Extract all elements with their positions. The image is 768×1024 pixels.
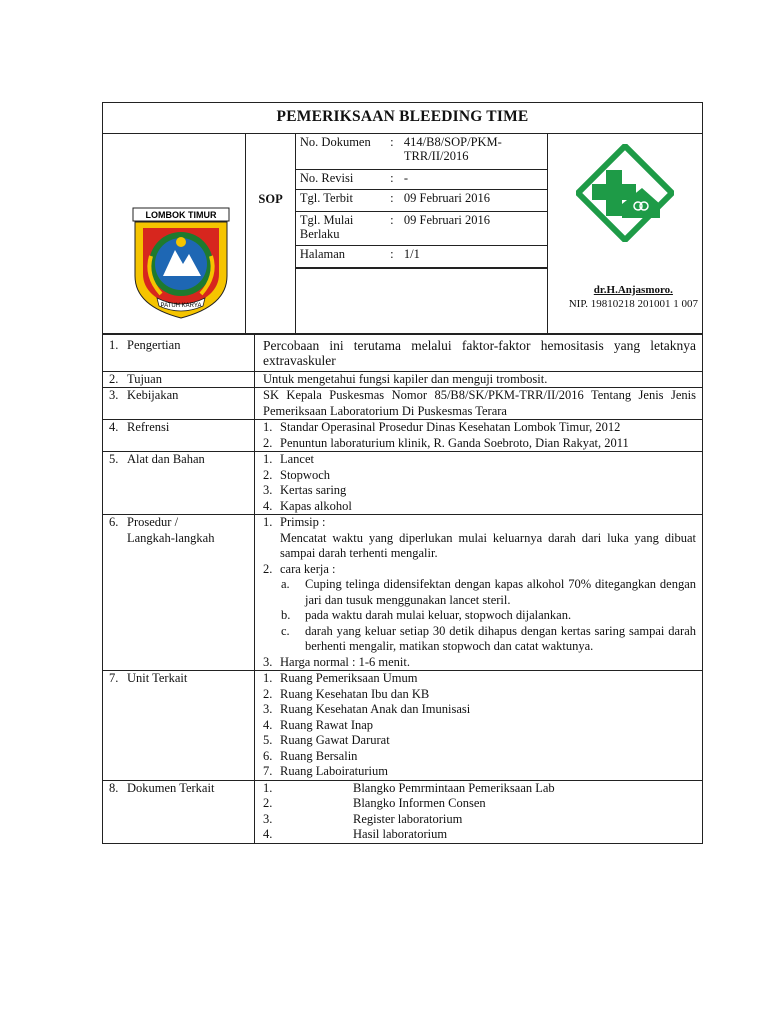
- section-label: Alat dan Bahan: [127, 452, 205, 466]
- section-text: Percobaan ini terutama melalui faktor-faktor hemositasis yang letaknya extravaskuler: [255, 334, 703, 371]
- section-label: Prosedur /: [127, 515, 179, 529]
- doc-info-key: No. Dokumen: [296, 134, 384, 169]
- principle-text: Mencatat waktu yang diperlukan mulai keluarnya darah dari luka yang dibuat sampai darah terhenti mengalir.: [280, 530, 696, 560]
- section-row: [103, 371, 703, 388]
- section-row: [103, 388, 703, 420]
- section-number: 2.: [109, 371, 119, 386]
- sop-cell: [246, 134, 296, 334]
- section-row: [103, 334, 703, 371]
- section-row: [103, 452, 703, 515]
- list-item: 4. Hasil laboratorium: [263, 827, 448, 841]
- emblem-banner-text: LOMBOK TIMUR: [145, 210, 217, 220]
- section-label: Dokumen Terkait: [127, 780, 215, 795]
- section-label-cont: Langkah-langkah: [127, 530, 215, 545]
- list-item: 2. Blangko Informen Consen: [263, 796, 486, 810]
- section-number: 6.: [109, 515, 119, 529]
- signatory-nip: NIP. 19810218 201001 1 007: [568, 297, 698, 310]
- sop-label: SOP: [258, 192, 283, 206]
- section-row: [103, 780, 703, 843]
- step-item: c. darah yang keluar setiap 30 detik dihapus dengan kertas saring sampai darah berhenti mengalir, matikan stopwoch dan catat waktunya.: [281, 623, 696, 653]
- section-label: Kebijakan: [127, 388, 179, 402]
- list-item: 4. Ruang Rawat Inap: [263, 717, 374, 732]
- right-cell: [547, 134, 702, 334]
- lombok-timur-emblem: [131, 206, 231, 322]
- section-number: 4.: [109, 420, 119, 434]
- doc-info-key: Halaman: [296, 245, 384, 267]
- content-table: [102, 334, 703, 844]
- list-item: 2. cara kerja :: [263, 561, 336, 576]
- section-number: 8.: [109, 780, 119, 795]
- list-item: 1. Lancet: [263, 452, 315, 466]
- list-item: 1. Blangko Pemrmintaan Pemeriksaan Lab: [263, 780, 555, 795]
- lombok-timur-logo-cell: [103, 134, 246, 334]
- doc-info-key: Tgl. Mulai Berlaku: [296, 211, 384, 245]
- puskesmas-logo: [576, 144, 674, 242]
- section-number: 3.: [109, 388, 119, 402]
- list-item: 3. Harga normal : 1-6 menit.: [263, 654, 410, 669]
- section-row: [103, 671, 703, 781]
- list-item: 1. Standar Operasinal Prosedur Dinas Kesehatan Lombok Timur, 2012: [263, 420, 621, 434]
- section-number: 7.: [109, 671, 119, 685]
- document-title: PEMERIKSAAN BLEEDING TIME: [103, 103, 703, 134]
- list-item: 3. Kertas saring: [263, 483, 347, 497]
- header-table: [102, 102, 703, 334]
- section-text: Untuk mengetahui fungsi kapiler dan menguji trombosit.: [255, 371, 703, 388]
- sop-document: [102, 102, 703, 844]
- emblem-motto-text: PATUH KARYA: [160, 303, 202, 309]
- doc-info-blank: [295, 268, 547, 333]
- list-item: 3. Register laboratorium: [263, 811, 463, 826]
- doc-info-value: 414/B8/SOP/PKM-TRR/II/2016: [400, 134, 547, 169]
- list-item: 2. Stopwoch: [263, 467, 330, 482]
- doc-info-key: Tgl. Terbit: [296, 189, 384, 211]
- doc-info-key: No. Revisi: [296, 169, 384, 189]
- list-item: 7. Ruang Laboiraturium: [263, 764, 388, 778]
- list-item: 4. Kapas alkohol: [263, 498, 352, 513]
- step-item: b. pada waktu darah mulai keluar, stopwoch dijalankan.: [281, 608, 572, 622]
- signatory-name: dr.H.Anjasmoro.: [593, 283, 673, 296]
- doc-info-table: No. Dokumen : 414/B8/SOP/PKM-TRR/II/2016 No. Revisi : - Tgl. Terbit : 09 Februari 2016 Tgl. Mulai Berlaku : 09 Februari 2016 Halaman : 1/1: [296, 134, 547, 268]
- section-row: [103, 420, 703, 452]
- section-text: SK Kepala Puskesmas Nomor 85/B8/SK/PKM-TRR/II/2016 Tentang Jenis Jenis Pemeriksaan Laboratorium Di Puskesmas Terara: [255, 388, 703, 420]
- section-number: 5.: [109, 452, 119, 466]
- section-label: Unit Terkait: [127, 671, 188, 685]
- section-label: Tujuan: [127, 371, 162, 386]
- list-item: 1. Primsip :: [263, 515, 326, 529]
- doc-info-value: 09 Februari 2016: [400, 189, 547, 211]
- section-label: Refrensi: [127, 420, 170, 434]
- section-number: 1.: [109, 337, 119, 352]
- doc-info-value: 09 Februari 2016: [400, 211, 547, 245]
- signature-block: [569, 283, 698, 311]
- list-item: 5. Ruang Gawat Darurat: [263, 733, 390, 747]
- list-item: 1. Ruang Pemeriksaan Umum: [263, 671, 418, 685]
- doc-info-cell: [295, 134, 547, 269]
- list-item: 2. Ruang Kesehatan Ibu dan KB: [263, 686, 430, 701]
- doc-info-value: 1/1: [400, 245, 547, 267]
- section-label: Pengertian: [127, 337, 181, 352]
- list-item: 3. Ruang Kesehatan Anak dan Imunisasi: [263, 702, 471, 716]
- section-row: [103, 515, 703, 671]
- list-item: 2. Penuntun laboraturium klinik, R. Ganda Soebroto, Dian Rakyat, 2011: [263, 435, 629, 450]
- doc-info-value: -: [400, 169, 547, 189]
- step-item: a. Cuping telinga didensifektan dengan kapas alkohol 70% ditegangkan dengan jari dan tusuk menggunakan lancet steril.: [281, 577, 696, 607]
- list-item: 6. Ruang Bersalin: [263, 748, 358, 763]
